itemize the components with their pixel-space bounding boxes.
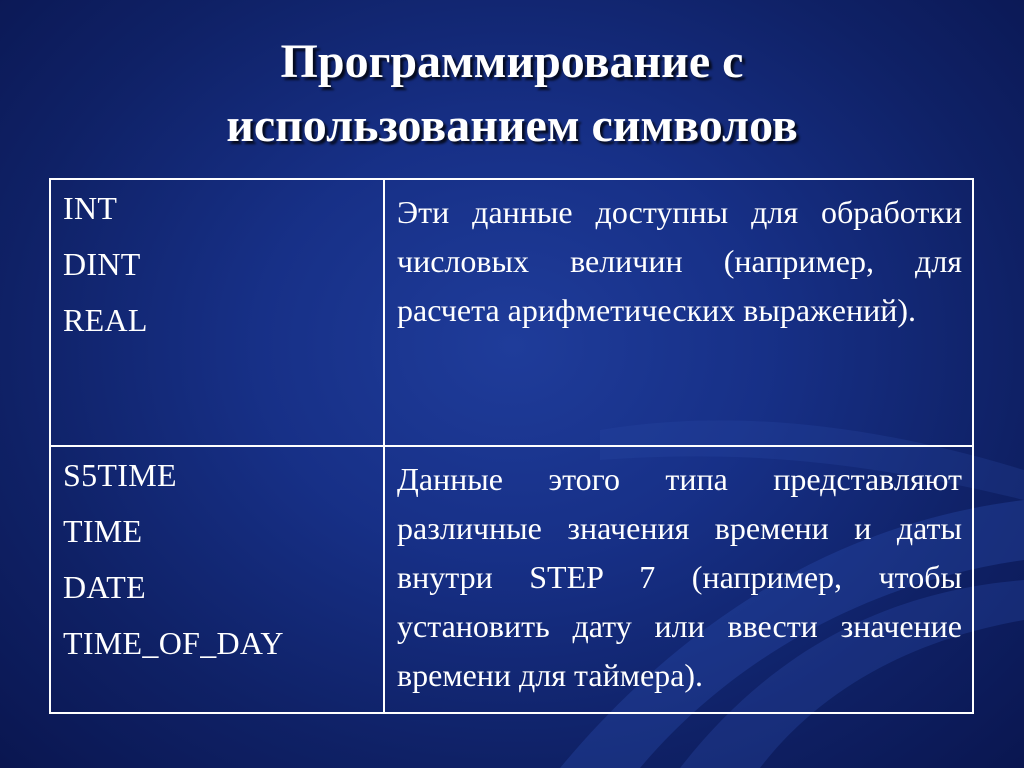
type-name: REAL [63, 302, 148, 338]
types-cell [50, 179, 384, 446]
type-name: S5TIME [63, 457, 177, 493]
data-types-table [49, 178, 974, 714]
table-row [50, 179, 973, 446]
type-description: Эти данные доступны для обработки числовых величин (например, для расчета арифметических выражений). [397, 194, 962, 328]
slide-title [0, 30, 1024, 158]
type-name: DATE [63, 569, 146, 605]
type-name: TIME [63, 513, 143, 549]
table-row [50, 446, 973, 713]
slide-title-line-2: использованием символов [226, 99, 798, 152]
slide-title-line-1: Программирование с [280, 35, 744, 88]
description-cell [384, 179, 973, 446]
type-name: TIME_OF_DAY [63, 625, 284, 661]
types-cell [50, 446, 384, 713]
type-name: INT [63, 190, 118, 226]
type-description: Данные этого типа представляют различные значения времени и даты внутри STEP 7 (например, чтобы установить дату или ввести значение времени для таймера). [397, 461, 962, 693]
type-name: DINT [63, 246, 141, 282]
description-cell [384, 446, 973, 713]
